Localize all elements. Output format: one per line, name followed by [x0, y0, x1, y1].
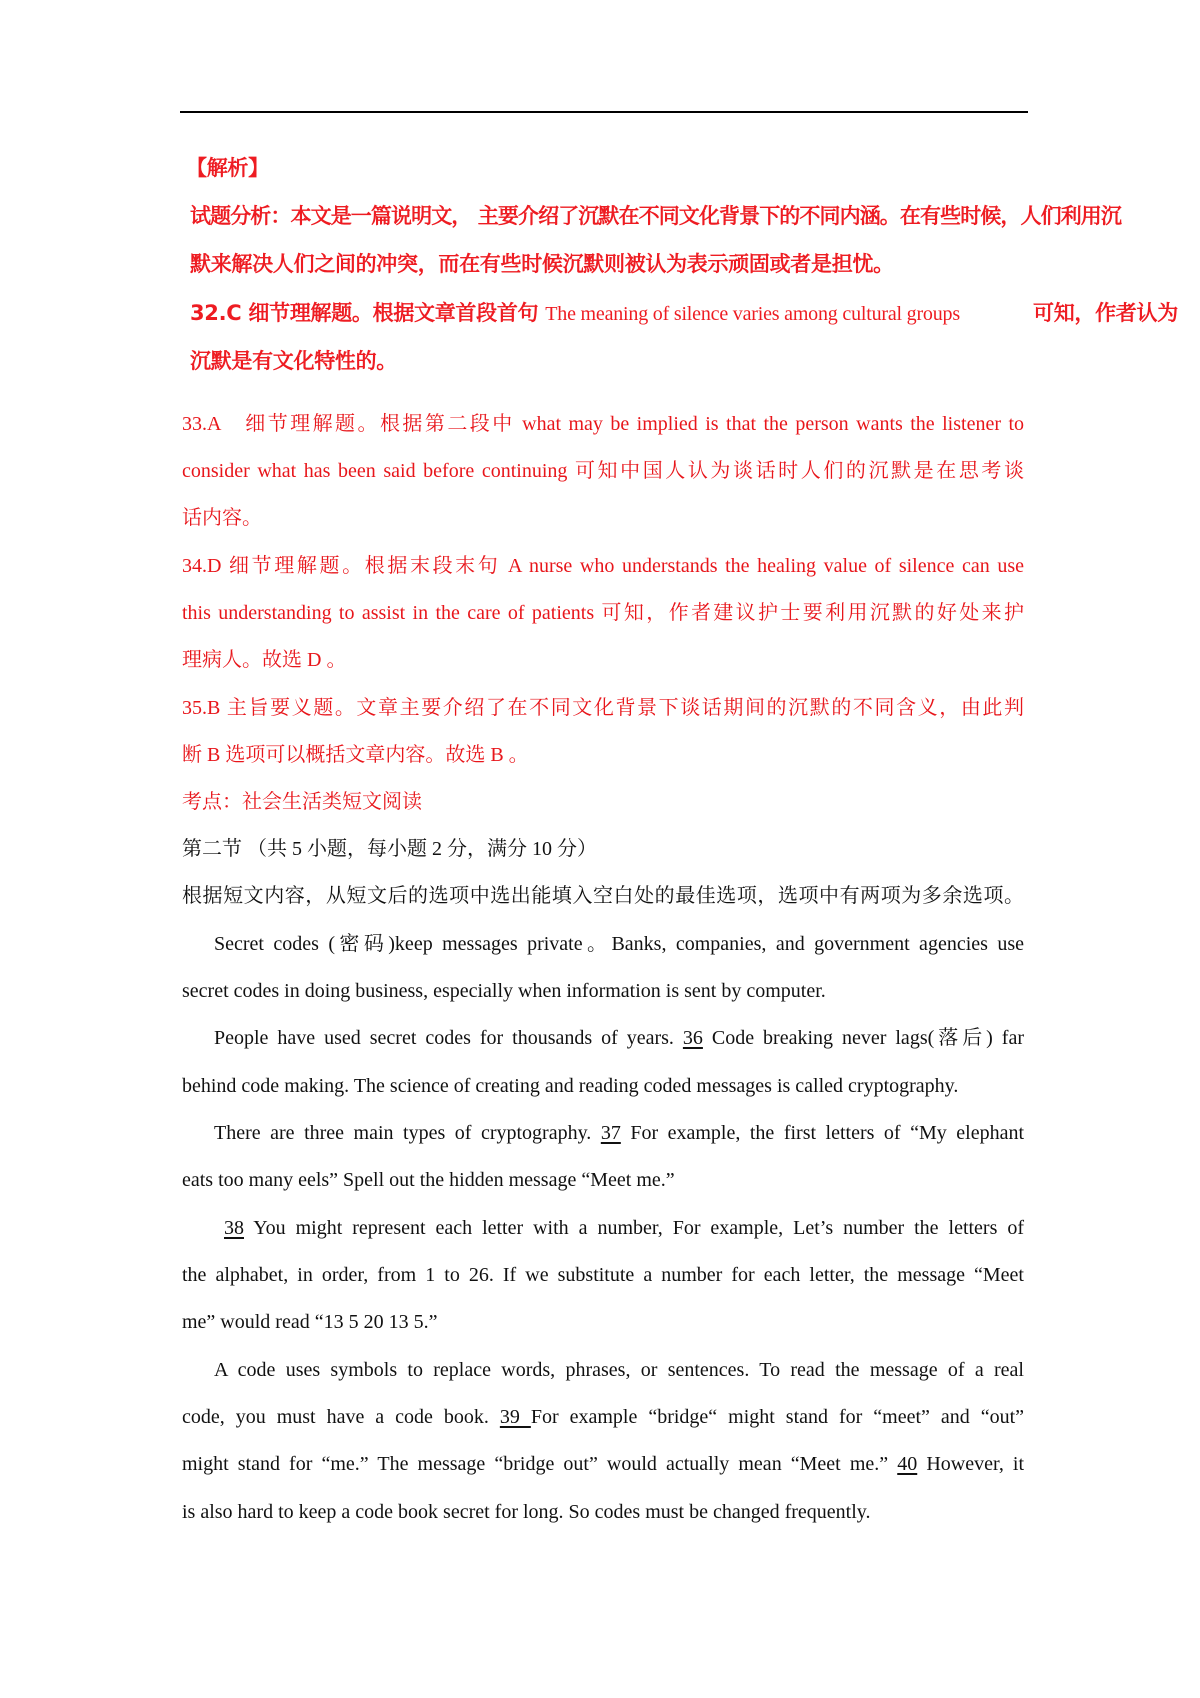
p4-text-b: You might represent each letter with a number, For example, Let’s number the letters of: [253, 1217, 1024, 1239]
q33-line-2: consider what has been said before continuing 可知中国人认为谈话时人们的沉默是在思考谈: [182, 460, 1024, 482]
q34-line-3: 理病人。故选 D 。: [182, 649, 347, 671]
blank-38[interactable]: 38: [224, 1217, 244, 1239]
section2-instruction: 根据短文内容，从短文后的选项中选出能填入空白处的最佳选项，选项中有两项为多余选项。: [182, 885, 1024, 907]
q32-suffix: 可知，作者认为: [1033, 301, 1178, 325]
p5-text-c: might stand for “me.” The message “bridge out” would actually mean “Meet me.”: [182, 1453, 889, 1475]
summary-line-2: 默来解决人们之间的冲突，而在有些时候沉默则被认为表示顽固或者是担忧。: [190, 252, 894, 276]
passage-p2-line-2: behind code making. The science of creating and reading coded messages is called cryptography.: [182, 1075, 959, 1097]
passage-p5-line-1: A code uses symbols to replace words, phrases, or sentences. To read the message of a real: [214, 1359, 1024, 1381]
p5-text-d: However, it: [926, 1453, 1025, 1475]
q33-line-1: 33.A 细节理解题。根据第二段中 what may be implied is that the person wants the listener to: [182, 413, 1024, 435]
summary-line-1: 试题分析：本文是一篇说明文， 主要介绍了沉默在不同文化背景下的不同内涵。在有些时候，人们利用沉: [190, 204, 1122, 228]
p5-text-b: For example “bridge“ might stand for “meet” and “out”: [530, 1406, 1025, 1428]
passage-p4-line-2: the alphabet, in order, from 1 to 26. If we substitute a number for each letter, the message “Meet: [182, 1264, 1024, 1286]
q32-prefix: 32.C 细节理解题。根据文章首段首句: [190, 301, 539, 325]
q33-line-3: 话内容。: [182, 507, 262, 529]
section2-heading: 第二节 （共 5 小题，每小题 2 分，满分 10 分）: [182, 838, 597, 860]
p5-text-a: code, you must have a code book.: [182, 1406, 489, 1428]
q32-line-2: 沉默是有文化特性的。: [190, 349, 397, 373]
q32-line-1: [190, 303, 960, 324]
q32-quote: The meaning of silence varies among cultural groups: [545, 303, 960, 325]
passage-p5-line-2: [182, 1407, 1024, 1427]
blank-39[interactable]: 39: [499, 1406, 531, 1428]
p3-text-b: For example, the first letters of “My elephant: [630, 1122, 1025, 1144]
q34-line-2: this understanding to assist in the care of patients 可知，作者建议护士要利用沉默的好处来护: [182, 602, 1024, 624]
p2-text-a: People have used secret codes for thousands of years.: [214, 1027, 674, 1049]
section-tag: 【解析】: [186, 156, 269, 180]
q35-line-2: 断 B 选项可以概括文章内容。故选 B 。: [182, 744, 529, 766]
passage-p3-line-2: eats too many eels” Spell out the hidden message “Meet me.”: [182, 1169, 675, 1191]
passage-p3-line-1: [214, 1123, 1024, 1143]
q34-line-1: 34.D 细节理解题。根据末段末句 A nurse who understands the healing value of silence can use: [182, 555, 1024, 577]
p3-text-a: There are three main types of cryptography.: [214, 1122, 592, 1144]
passage-p1-line-2: secret codes in doing business, especially when information is sent by computer.: [182, 980, 826, 1002]
blank-36[interactable]: 36: [682, 1027, 703, 1049]
passage-p2-line-1: [214, 1028, 1024, 1048]
p2-text-b: Code breaking never lags(落后) far: [711, 1027, 1024, 1049]
header-rule: [180, 111, 1028, 113]
blank-40[interactable]: 40: [897, 1453, 918, 1475]
passage-p5-line-3: [182, 1454, 1024, 1474]
passage-p1-line-1: Secret codes (密码)keep messages private。Banks, companies, and government agencies use: [214, 933, 1024, 955]
kaodian-line: 考点：社会生活类短文阅读: [182, 791, 422, 813]
passage-p4-line-3: me” would read “13 5 20 13 5.”: [182, 1311, 438, 1333]
passage-p5-line-4: is also hard to keep a code book secret for long. So codes must be changed frequently.: [182, 1501, 871, 1523]
passage-p4-line-1: [224, 1218, 1024, 1238]
q35-line-1: 35.B 主旨要义题。文章主要介绍了在不同文化背景下谈话期间的沉默的不同含义，由此判: [182, 697, 1024, 719]
blank-37[interactable]: 37: [600, 1122, 621, 1144]
